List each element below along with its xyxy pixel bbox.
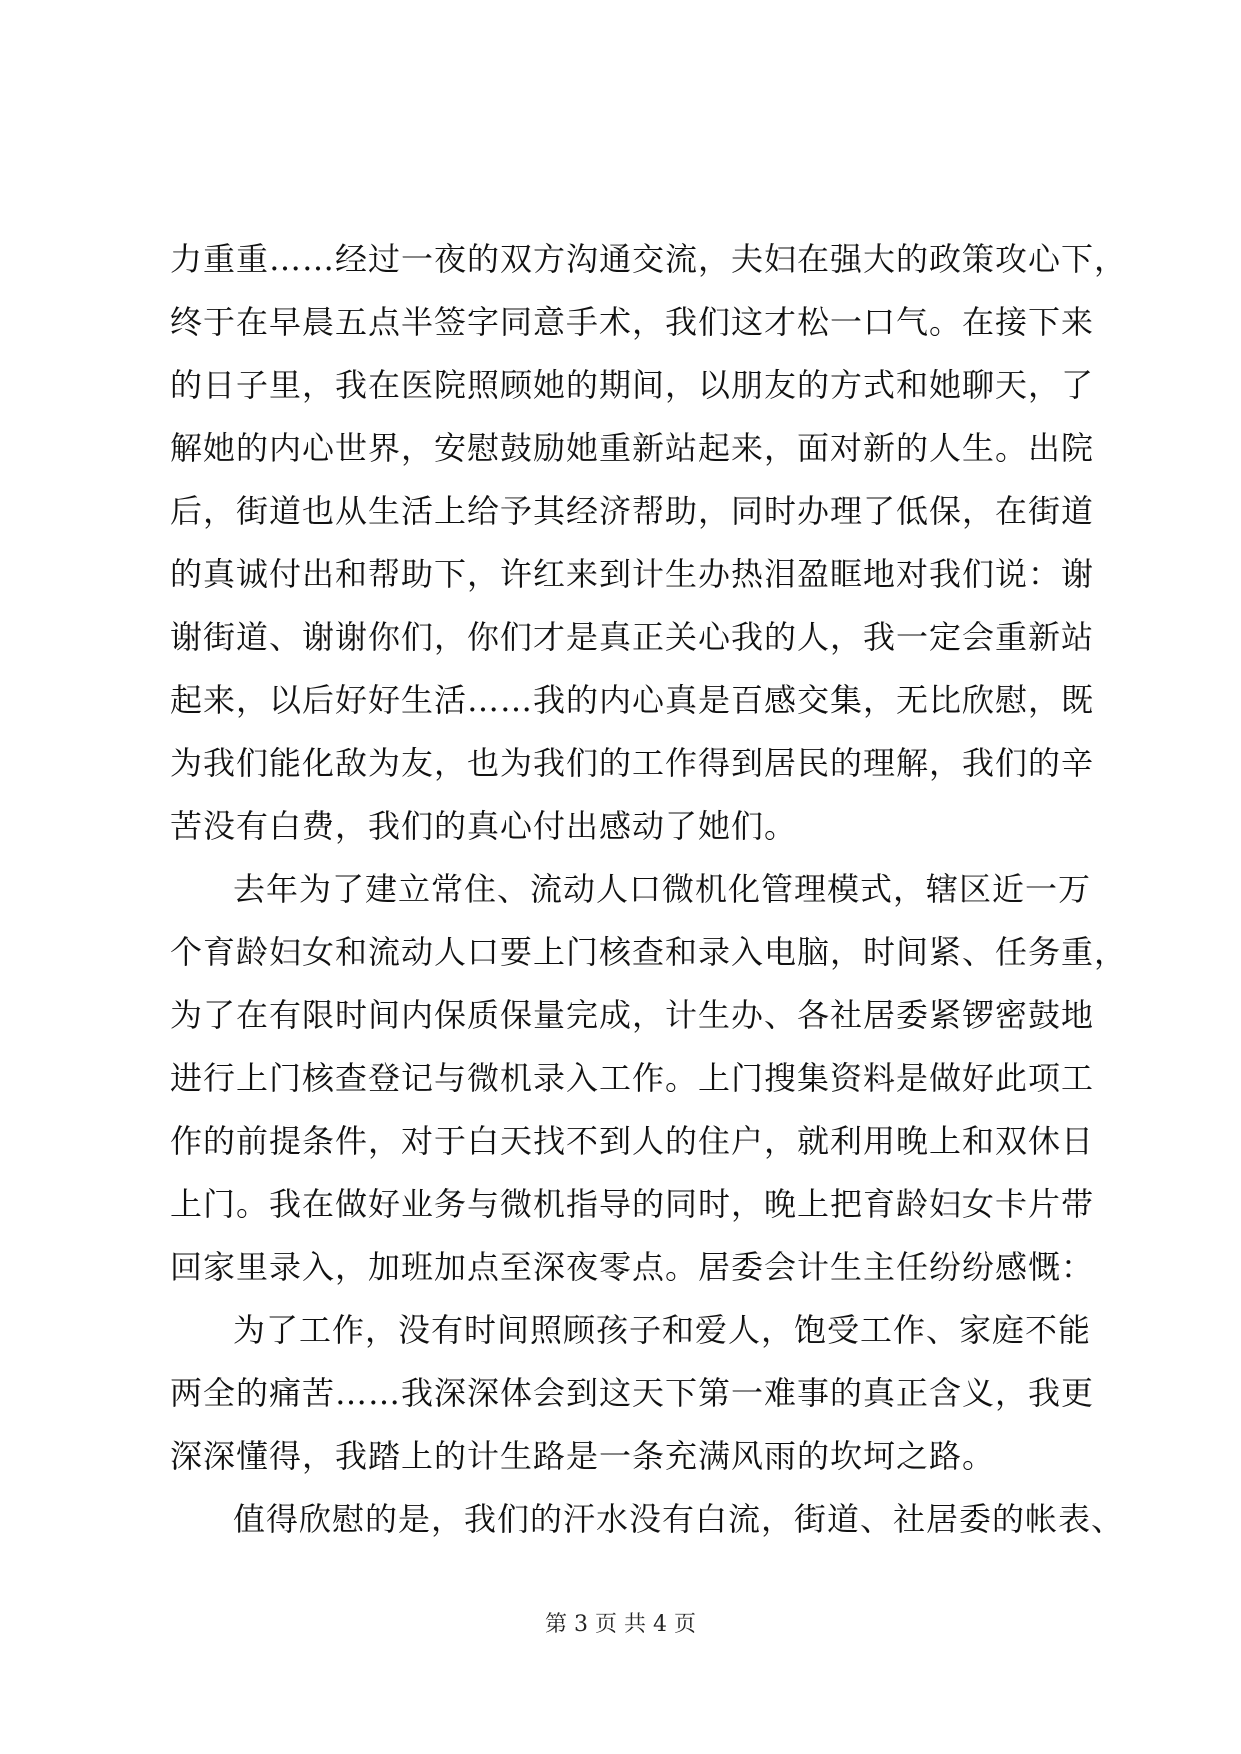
text-line: 起来，以后好好生活……我的内心真是百感交集，无比欣慰，既 [170,681,1095,719]
body-text [170,228,1128,1551]
text-line: 谢街道、谢谢你们，你们才是真正关心我的人，我一定会重新站 [170,618,1095,656]
text-line: 为了在有限时间内保质保量完成，计生办、各社居委紧锣密鼓地 [170,996,1095,1034]
text-line: 的日子里，我在医院照顾她的期间，以朋友的方式和她聊天，了 [170,366,1095,404]
text-line: 两全的痛苦……我深深体会到这天下第一难事的真正含义，我更 [170,1374,1095,1412]
page-number-label: 第 3 页 共 4 页 [545,1612,696,1637]
page-footer [0,1610,1241,1640]
text-line: 为我们能化敌为友，也为我们的工作得到居民的理解，我们的辛 [170,744,1095,782]
paragraph-first-line: 为了工作，没有时间照顾孩子和爱人，饱受工作、家庭不能 [233,1311,1092,1349]
text-line: 后，街道也从生活上给予其经济帮助，同时办理了低保，在街道 [170,492,1095,530]
paragraph-first-line: 去年为了建立常住、流动人口微机化管理模式，辖区近一万 [233,870,1092,908]
text-line: 上门。我在做好业务与微机指导的同时，晚上把育龄妇女卡片带 [170,1185,1095,1223]
paragraph-first-line: 值得欣慰的是，我们的汗水没有白流，街道、社居委的帐表、 [233,1500,1125,1538]
text-line: 苦没有白费，我们的真心付出感动了她们。 [170,807,798,845]
text-line: 深深懂得，我踏上的计生路是一条充满风雨的坎坷之路。 [170,1437,996,1475]
text-line: 力重重……经过一夜的双方沟通交流，夫妇在强大的政策攻心下， [170,240,1128,278]
text-line: 进行上门核查登记与微机录入工作。上门搜集资料是做好此项工 [170,1059,1095,1097]
text-line: 的真诚付出和帮助下，许红来到计生办热泪盈眶地对我们说：谢 [170,555,1095,593]
text-line: 个育龄妇女和流动人口要上门核查和录入电脑，时间紧、任务重， [170,933,1128,971]
text-line: 作的前提条件，对于白天找不到人的住户，就利用晚上和双休日 [170,1122,1095,1160]
text-line: 终于在早晨五点半签字同意手术，我们这才松一口气。在接下来 [170,303,1095,341]
text-line: 回家里录入，加班加点至深夜零点。居委会计生主任纷纷感慨： [170,1248,1095,1286]
text-line: 解她的内心世界，安慰鼓励她重新站起来，面对新的人生。出院 [170,429,1095,467]
